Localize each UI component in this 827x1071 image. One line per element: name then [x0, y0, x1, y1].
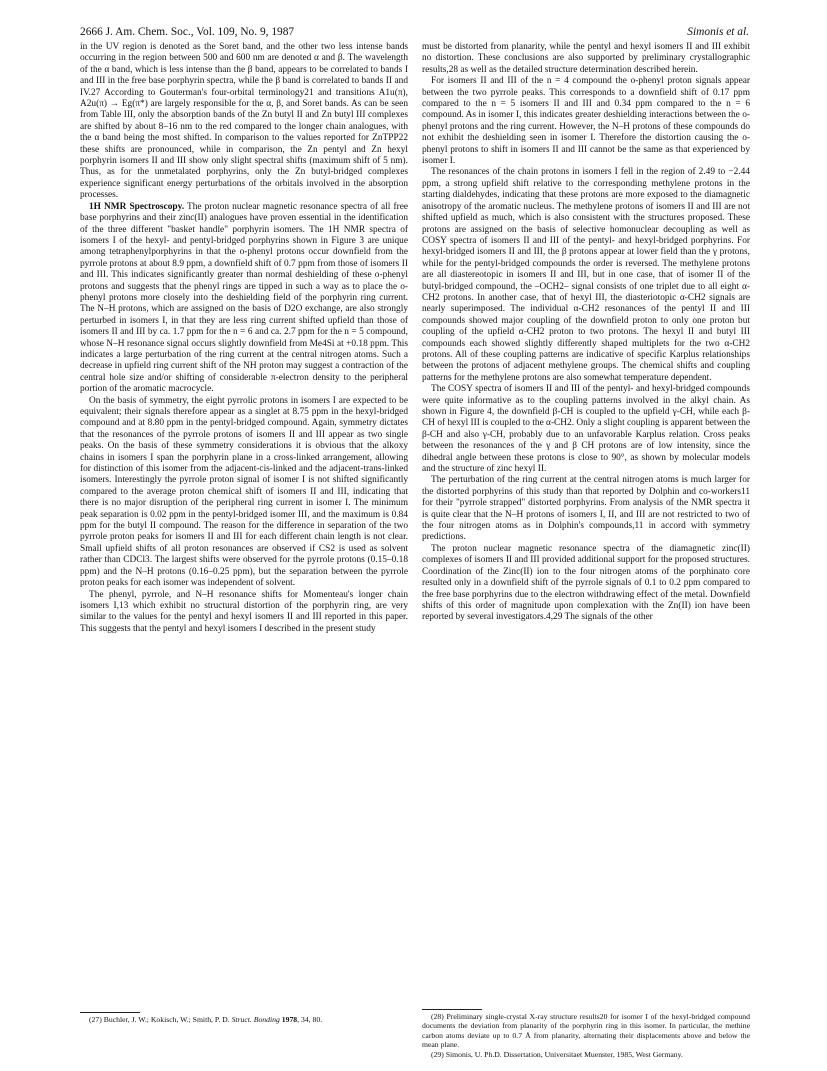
- section-heading-nmr: 1H NMR Spectroscopy.: [89, 201, 185, 212]
- footnote-28: (28) Preliminary single-crystal X-ray structure results20 for isomer I of the hexyl-bridged compound documents the deviation from planarity of the porphyrin ring in this isomer. In particular, the methine carbon atoms deviate up to 0.7 Å from planarity, alternating their displacements above and below the mean plane.: [422, 1012, 750, 1050]
- paragraph: On the basis of symmetry, the eight pyrrolic protons in isomers I are expected to be equivalent; their signals therefore appear as a singlet at 8.75 ppm in the hexyl-bridged compound and at 8.80 ppm in the pentyl-bridged compound. Again, symmetry dictates that the resonances of the pyrrole protons of isomers II and III appear as two single peaks. On the basis of these symmetry considerations it is obvious that the alkoxy chains in isomers I span the porphyrin plane in a cross-linked arrangement, allowing for distinction of this isomer from the adjacent-cis-linked and the adjacent-trans-linked isomers. Interestingly the pyrrole proton signal of isomer I is not shifted significantly compared to the average proton chemical shift of isomers II and III, indicating that there is no major disruption of the peripheral ring current in isomer I. The minimum peak separation is 0.02 ppm in the pentyl-bridged isomer III, and the maximum is 0.84 ppm for the butyl II compound. The reason for the difference in separation of the two pyrrole proton peaks for isomers II and III for each different chain length is not clear. Small upfield shifts of all proton resonances are observed if CS2 is used as solvent rather than CDCl3. The largest shifts were observed for the pyrrole protons (0.15–0.18 ppm) and the N–H protons (0.16–0.25 ppm), but the separation between the pyrrole proton peaks for each isomer was independent of solvent.: [80, 395, 408, 589]
- header-journal-citation: 2666 J. Am. Chem. Soc., Vol. 109, No. 9, 1987: [80, 26, 295, 38]
- footnote-rule: [80, 1012, 140, 1013]
- footnote-27: [80, 1015, 408, 1024]
- footnote-year: 1978: [279, 1015, 298, 1024]
- header-authors: Simonis et al.: [687, 26, 749, 38]
- footnotes-right: [422, 1009, 750, 1059]
- left-column: [80, 42, 408, 635]
- footnote-journal: Struct. Bonding: [231, 1015, 280, 1024]
- paragraph: must be distorted from planarity, while the pentyl and hexyl isomers II and III exhibit no distortion. These conclusions are also supported by preliminary crystallographic results,28 as well as the detailed structure determination described herein.: [422, 42, 750, 75]
- paragraph: The perturbation of the ring current at the central nitrogen atoms is much larger for the distorted porphyrins of this study than that reported by Dolphin and co-workers11 for their "pyrrole strapped" distorted porphyrins. From analysis of the NMR spectra it is quite clear that the N–H protons of isomers I, II, and III are not restricted to two of the four nitrogen atoms as in Dolphin's compounds,11 in accord with symmetry predictions.: [422, 475, 750, 543]
- footnote-29: (29) Simonis, U. Ph.D. Dissertation, Universitaet Muenster, 1985, West Germany.: [431, 1049, 683, 1059]
- footnotes-left: [80, 1012, 408, 1024]
- footnote-text: , 34, 80.: [297, 1015, 323, 1024]
- paragraph: The COSY spectra of isomers II and III of the pentyl- and hexyl-bridged compounds were quite informative as to the coupling patterns involved in the alkyl chain. As shown in Figure 4, the downfield β-CH is coupled to the upfield γ-CH, while each β-CH of hexyl III is coupled to the α-CH2. Only a slight coupling is apparent between the β-CH and also γ-CH, probably due to an unfavorable Karplus relation. Cross peaks between the resonances of the γ and β CH protons are of low intensity, since the dihedral angle between these protons is close to 90°, as shown by molecular models and the structure of zinc hexyl II.: [422, 384, 750, 475]
- footnote-text: (27) Buchler, J. W.; Kokisch, W.; Smith, P. D.: [89, 1015, 232, 1024]
- running-header: [80, 26, 749, 40]
- nmr-section-paragraph: [80, 202, 408, 396]
- paragraph-text: The proton nuclear magnetic resonance spectra of all free base porphyrins and their zinc(II) analogues have proven essential in the identification of the three different "basket handle" porphyrin isomers. The 1H NMR spectra of isomers I of the hexyl- and pentyl-bridged porphyrins shown in Figure 3 are unique among tetraphenylporphyrins in that the o-phenyl protons occur downfield from the pyrrole protons at about 8.9 ppm, a downfield shift of 0.7 ppm from those of isomers II and III. This indicates significantly greater than normal deshielding of these o-phenyl protons and suggests that the phenyl rings are tipped in such a way as to place the o-phenyl protons more closely into the deshielding field of the porphyrin ring current. The N–H protons, which are assigned on the basis of D2O exchange, are also strongly perturbed in isomers I, in that they are less ring current shifted upfield than those of isomers II and III by ca. 1.7 ppm for the n = 6 and ca. 2.7 ppm for the n = 5 compound, whose N–H resonance signal occurs slightly downfield from Me4Si at +0.18 ppm. This indicates a large perturbation of the ring current at the central nitrogen atoms. Such a decrease in upfield ring current shift of the NH proton may suggest a contraction of the central hole size and/or shifting of considerable π-electron density to the peripheral portion of the aromatic macrocycle.: [80, 201, 409, 395]
- paragraph: For isomers II and III of the n = 4 compound the o-phenyl proton signals appear between the two pyrrole peaks. This corresponds to a downfield shift of 0.17 ppm compared to the n = 5 isomers II and III and 0.34 ppm compared to the n = 6 compound. As in isomer I, this indicates greater deshielding interactions between the o-phenyl protons and the ring current. However, the N–H protons of these compounds do not exhibit the deshielding seen in isomer I. Therefore the distortion causing the o-phenyl protons to shift in isomers II and III cannot be the same as that experienced by isomer I.: [422, 76, 750, 167]
- paragraph: in the UV region is denoted as the Soret band, and the other two less intense bands occurring in the region between 500 and 600 nm are denoted α and β. The wavelength of the α band, which is less intense than the β band, appears to be correlated to bands I and III in the free base porphyrin spectra, while the β band is correlated to bands II and IV.27 According to Gouterman's four-orbital terminology21 and transitions A1u(π), A2u(π) → Eg(π*) are largely responsible for the α, β, and Soret bands. As can be seen from Table III, only the absorption bands of the Zn butyl II and Zn butyl III complexes are shifted by about 8–16 nm to the red compared to the longer chain analogues, with the α band being the most shifted. In comparison to the values reported for ZnTPP22 these shifts are pronounced, while in comparison, the Zn pentyl and Zn hexyl porphyrin isomers II and III show only slight spectral shifts (maximum shift of 5 nm). Thus, as for the unmetalated porphyrins, only the Zn butyl-bridged complexes experience significant energy perturbations of the orbitals involved in the absorption processes.: [80, 42, 408, 201]
- paragraph: The resonances of the chain protons in isomers I fell in the region of 2.49 to −2.44 ppm, a strong upfield shift relative to the corresponding methylene protons in the starting dialdehydes, indicating that these protons are more exposed to the diamagnetic anisotropy of the aromatic nucleus. The methylene protons of isomers II and III are not shifted upfield as much, which is also consistent with the structures proposed. These protons are assigned on the basis of selective homonuclear decoupling as well as COSY spectra of isomers II and III of the pentyl- and hexyl-bridged porphyrins. For hexyl-bridged isomers II and III, the β protons appear at lower field than the γ protons, while for the pentyl-bridged compounds the order is reversed. The methylene protons are all diastereotopic in isomers II and III, but in one case, that of isomer II of the butyl-bridged compound, the –OCH2– signal consists of one triplet due to all eight α-CH2 protons. In another case, that of hexyl III, the diasteriotopic α-CH2 signals are nearly superimposed. The individual α-CH2 resonances of the pentyl II and III compounds showed major coupling of the downfield proton to only one proton but coupling of the upfield α-CH2 proton to two protons. The hexyl II and butyl III compounds each showed slightly differently shaped multiplets for the two α-CH2 protons. All of these coupling patterns are indicative of specific Karplus relationships between the protons of adjacent methylene groups. The chemical shifts and coupling patterns for the methylene protons are also somewhat temperature dependent.: [422, 167, 750, 383]
- paragraph: The proton nuclear magnetic resonance spectra of the diamagnetic zinc(II) complexes of isomers II and III provided additional support for the proposed structures. Coordination of the Zinc(II) ion to the four nitrogen atoms of the porphinato core resulted only in a downfield shift of the pyrrole signals of 0.1 to 0.2 ppm compared to the free base porphyrins due to the electron withdrawing effect of the metal. Downfield shifts of this order of magnitude upon complexation with the Zn(II) ion have been reported by several investigators.4,29 The signals of the other: [422, 543, 750, 623]
- footnote-rule: [422, 1009, 482, 1010]
- right-column: [422, 42, 750, 624]
- paragraph: The phenyl, pyrrole, and N–H resonance shifts for Momenteau's longer chain isomers I,13 which exhibit no structural distortion of the porphyrin ring, are very similar to the values for the pentyl and hexyl isomers II and III reported in this paper. This suggests that the pentyl and hexyl isomers I described in the present study: [80, 589, 408, 634]
